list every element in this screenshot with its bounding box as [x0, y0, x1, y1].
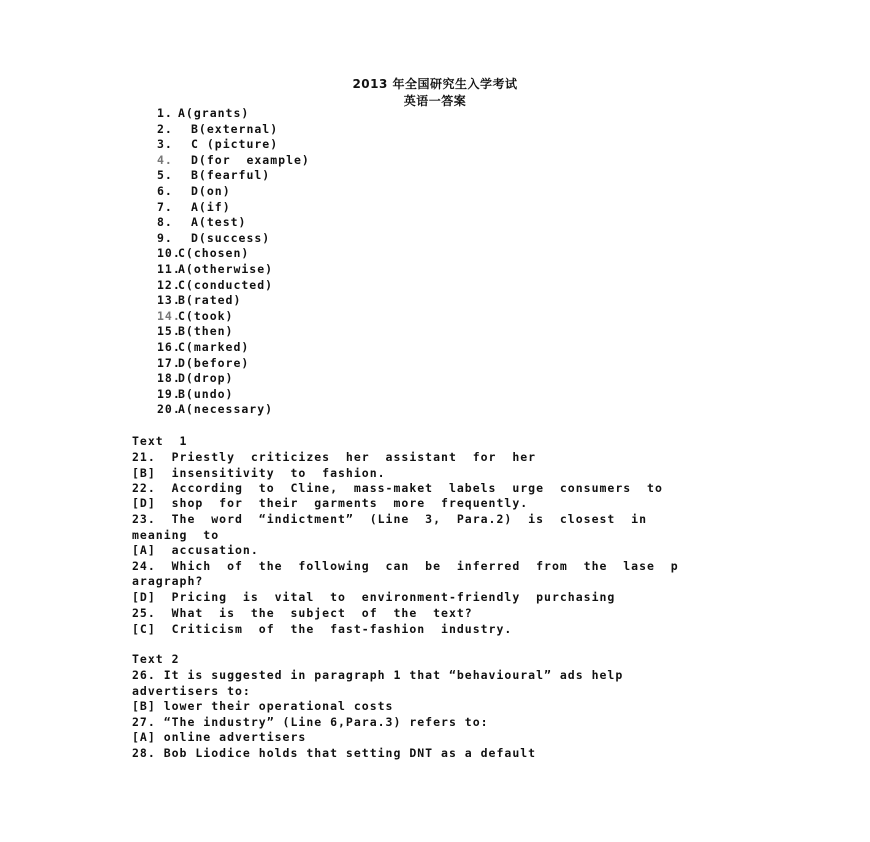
text2-line: [B] lower their operational costs [132, 699, 394, 713]
page-subtitle: 英语一答案 [403, 94, 467, 108]
text2-heading: Text 2 [132, 652, 180, 666]
answer-item-6: 6. D(on) [157, 183, 231, 198]
text2-line: [A] online advertisers [132, 730, 307, 744]
answer-item-12: 12.C(conducted) [157, 277, 274, 292]
answer-item-19: 19.B(undo) [157, 386, 234, 401]
cloze-answer-list [157, 106, 310, 418]
text1-line: 24. Which of the following can be inferred from the lase p [132, 559, 679, 573]
answer-item-20: 20.A(necessary) [157, 402, 274, 417]
answer-item-2: 2. B(external) [157, 121, 279, 136]
answer-item-7: 7. A(if) [157, 199, 231, 214]
text1-heading: Text 1 [132, 434, 188, 448]
text1-line: [A] accusation. [132, 543, 259, 557]
text1-line: [D] shop for their garments more frequently. [132, 496, 529, 510]
page-title: 2013 年全国研究生入学考试 [352, 77, 518, 91]
answer-item-3: 3. C (picture) [157, 137, 279, 152]
text1-line: 21. Priestly criticizes her assistant for her [132, 450, 537, 464]
text2-line: advertisers to: [132, 684, 251, 698]
answer-item-15: 15.B(then) [157, 324, 234, 339]
text1-line: aragraph? [132, 574, 204, 588]
answer-item-5: 5. B(fearful) [157, 168, 271, 183]
text2-line: 27. “The industry” (Line 6,Para.3) refers to: [132, 715, 489, 729]
text1-line: [C] Criticism of the fast-fashion industry. [132, 622, 513, 636]
answer-item-8: 8. A(test) [157, 215, 247, 230]
answer-item-14: 14.C(took) [157, 308, 234, 323]
text1-line: 23. The word “indictment” (Line 3, Para.2) is closest in [132, 512, 648, 526]
text1-line: [B] insensitivity to fashion. [132, 466, 386, 480]
answer-item-16: 16.C(marked) [157, 339, 250, 354]
answer-item-4: 4. D(for example) [157, 152, 310, 167]
text1-line: meaning to [132, 528, 220, 542]
answer-item-17: 17.D(before) [157, 355, 250, 370]
text1-line: 25. What is the subject of the text? [132, 606, 473, 620]
text2-line: 28. Bob Liodice holds that setting DNT as a default [132, 746, 537, 760]
answer-item-10: 10.C(chosen) [157, 246, 250, 261]
answer-item-9: 9. D(success) [157, 230, 271, 245]
answer-item-13: 13.B(rated) [157, 293, 242, 308]
answer-item-11: 11.A(otherwise) [157, 261, 274, 276]
answer-item-1: 1. A(grants) [157, 106, 250, 120]
text1-line: [D] Pricing is vital to environment-friendly purchasing [132, 590, 616, 604]
text2-line: 26. It is suggested in paragraph 1 that “behavioural” ads help [132, 668, 624, 682]
text1-line: 22. According to Cline, mass-maket labels urge consumers to [132, 481, 663, 495]
answer-item-18: 18.D(drop) [157, 371, 234, 386]
